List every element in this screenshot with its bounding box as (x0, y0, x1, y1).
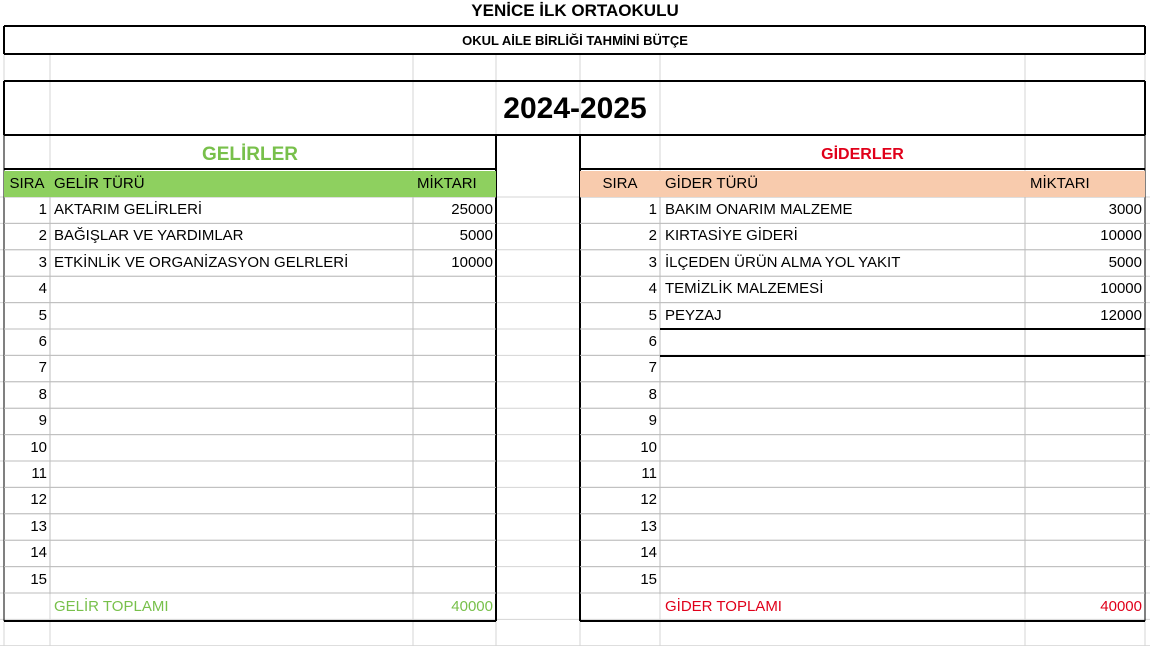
income-row-type-cell[interactable] (51, 487, 413, 513)
income-row-no-cell[interactable]: 13 (30, 517, 47, 535)
income-row-no-cell[interactable]: 2 (38, 227, 47, 245)
expense-row-type-cell[interactable] (662, 329, 1024, 355)
expense-row-no-cell[interactable]: 11 (641, 465, 657, 482)
expense-row-type-cell[interactable] (662, 461, 1024, 487)
expense-row-no-cell[interactable]: 10 (640, 438, 657, 456)
expense-row-no-cell[interactable]: 4 (648, 280, 657, 298)
income-row-type-cell[interactable] (51, 382, 413, 408)
expense-row-type-cell[interactable] (662, 567, 1024, 593)
expense-header-type: GİDER TÜRÜ (665, 175, 759, 192)
expense-row-type-cell[interactable] (662, 408, 1024, 434)
expense-row-type-cell[interactable]: İLÇEDEN ÜRÜN ALMA YOL YAKIT (665, 253, 901, 271)
income-row-amount-cell[interactable] (414, 567, 496, 593)
expense-section-title: GİDERLER (821, 146, 904, 163)
income-row-no-cell[interactable]: 14 (30, 544, 47, 562)
expense-row-no-cell[interactable]: 15 (640, 570, 657, 588)
income-header-amount: MİKTARI (417, 175, 477, 192)
income-row-amount-cell[interactable] (414, 382, 496, 408)
income-row-type-cell[interactable] (51, 303, 413, 329)
expense-total-value: 40000 (1100, 598, 1142, 615)
income-row-type-cell[interactable] (51, 514, 413, 540)
expense-row-no-cell[interactable]: 7 (648, 359, 657, 377)
income-row-type-cell[interactable] (51, 408, 413, 434)
income-row-no-cell[interactable]: 5 (38, 306, 47, 324)
income-row-no-cell[interactable]: 7 (38, 359, 47, 377)
income-row-no-cell[interactable]: 12 (30, 491, 47, 509)
expense-row-amount-cell[interactable] (1026, 329, 1145, 355)
expense-row-amount-cell[interactable] (1026, 408, 1145, 434)
income-row-amount-cell[interactable]: 5000 (459, 227, 493, 245)
income-header-no: SIRA (9, 175, 45, 192)
income-row-amount-cell[interactable] (414, 461, 496, 487)
expense-row-amount-cell[interactable] (1026, 567, 1145, 593)
document-title: OKUL AİLE BİRLİĞİ TAHMİNİ BÜTÇE (462, 33, 688, 48)
income-row-no-cell[interactable]: 1 (38, 201, 47, 218)
income-row-amount-cell[interactable]: 10000 (451, 253, 493, 271)
expense-row-amount-cell[interactable]: 3000 (1108, 201, 1142, 218)
expense-row-type-cell[interactable] (662, 355, 1024, 381)
expense-row-no-cell[interactable]: 14 (640, 544, 657, 562)
expense-row-amount-cell[interactable]: 10000 (1100, 280, 1142, 298)
income-row-no-cell[interactable]: 3 (38, 253, 47, 271)
expense-row-no-cell[interactable]: 6 (648, 333, 657, 350)
school-name: YENİCE İLK ORTAOKULU (471, 1, 679, 20)
income-row-type-cell[interactable] (51, 355, 413, 381)
expense-row-no-cell[interactable]: 2 (648, 227, 657, 245)
income-row-type-cell[interactable] (51, 329, 413, 355)
expense-row-no-cell[interactable]: 5 (648, 306, 657, 324)
income-row-amount-cell[interactable] (414, 408, 496, 434)
expense-row-amount-cell[interactable]: 12000 (1100, 306, 1142, 324)
expense-row-type-cell[interactable]: KIRTASİYE GİDERİ (665, 227, 798, 245)
income-row-amount-cell[interactable] (414, 303, 496, 329)
income-row-amount-cell[interactable] (414, 355, 496, 381)
income-row-type-cell[interactable] (51, 540, 413, 566)
expense-row-type-cell[interactable] (662, 487, 1024, 513)
expense-row-type-cell[interactable] (662, 514, 1024, 540)
expense-header-amount: MİKTARI (1030, 175, 1090, 192)
expense-row-amount-cell[interactable] (1026, 540, 1145, 566)
budget-year: 2024-2025 (503, 92, 647, 125)
expense-row-amount-cell[interactable] (1026, 382, 1145, 408)
expense-row-amount-cell[interactable] (1026, 487, 1145, 513)
expense-row-amount-cell[interactable]: 10000 (1100, 227, 1142, 245)
expense-row-type-cell[interactable] (662, 540, 1024, 566)
expense-row-amount-cell[interactable]: 5000 (1108, 253, 1142, 271)
income-row-no-cell[interactable]: 8 (38, 385, 47, 403)
expense-row-no-cell[interactable]: 1 (648, 201, 657, 218)
income-row-amount-cell[interactable] (414, 487, 496, 513)
income-row-no-cell[interactable]: 11 (31, 465, 47, 482)
expense-row-type-cell[interactable] (662, 435, 1024, 461)
expense-row-no-cell[interactable]: 12 (640, 491, 657, 509)
income-total-value: 40000 (451, 598, 493, 615)
income-row-no-cell[interactable]: 6 (38, 333, 47, 350)
expense-row-type-cell[interactable] (662, 382, 1024, 408)
expense-header-no: SIRA (602, 175, 638, 192)
income-header-type: GELİR TÜRÜ (54, 175, 145, 192)
expense-row-amount-cell[interactable] (1026, 355, 1145, 381)
income-row-type-cell[interactable] (51, 435, 413, 461)
expense-total-label: GİDER TOPLAMI (665, 598, 782, 615)
income-row-type-cell[interactable] (51, 567, 413, 593)
expense-row-no-cell[interactable]: 3 (648, 253, 657, 271)
income-row-type-cell[interactable] (51, 461, 413, 487)
expense-row-amount-cell[interactable] (1026, 461, 1145, 487)
income-row-amount-cell[interactable] (414, 435, 496, 461)
expense-row-type-cell[interactable]: BAKIM ONARIM MALZEME (665, 201, 853, 218)
income-row-amount-cell[interactable] (414, 276, 496, 302)
income-total-label: GELİR TOPLAMI (54, 598, 169, 615)
income-row-amount-cell[interactable] (414, 329, 496, 355)
income-section-title: GELİRLER (201, 144, 299, 165)
income-row-no-cell[interactable]: 10 (30, 438, 47, 456)
expense-row-type-cell[interactable]: PEYZAJ (665, 306, 722, 324)
expense-row-no-cell[interactable]: 9 (648, 412, 657, 430)
expense-row-type-cell[interactable]: TEMİZLİK MALZEMESİ (665, 280, 824, 298)
income-row-type-cell[interactable]: BAĞIŞLAR VE YARDIMLAR (54, 227, 244, 245)
income-row-type-cell[interactable]: AKTARIM GELİRLERİ (54, 201, 203, 218)
income-row-no-cell[interactable]: 9 (38, 412, 47, 430)
income-row-no-cell[interactable]: 15 (30, 570, 47, 588)
income-row-type-cell[interactable] (51, 276, 413, 302)
expense-row-amount-cell[interactable] (1026, 435, 1145, 461)
income-row-type-cell[interactable]: ETKİNLİK VE ORGANİZASYON GELRLERİ (54, 253, 349, 271)
expense-row-no-cell[interactable]: 13 (640, 517, 657, 535)
income-row-amount-cell[interactable] (414, 514, 496, 540)
expense-row-no-cell[interactable]: 8 (648, 385, 657, 403)
expense-row-amount-cell[interactable] (1026, 514, 1145, 540)
income-row-amount-cell[interactable]: 25000 (451, 201, 493, 218)
income-row-no-cell[interactable]: 4 (38, 280, 47, 298)
income-row-amount-cell[interactable] (414, 540, 496, 566)
